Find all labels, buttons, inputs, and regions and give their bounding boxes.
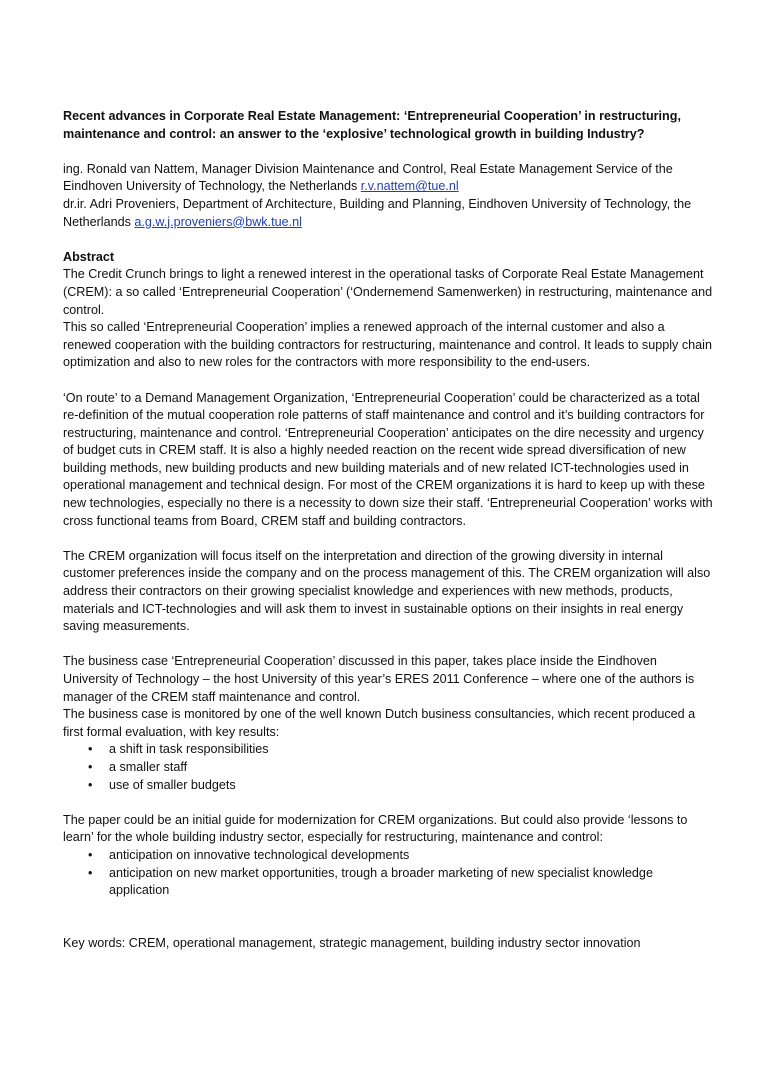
list-item-text: anticipation on innovative technological developments <box>109 847 410 862</box>
bullet-icon: • <box>88 847 93 862</box>
list-item <box>63 741 713 759</box>
list-item <box>63 847 713 865</box>
abstract-paragraph-3: ‘On route’ to a Demand Management Organization, ‘Entrepreneurial Cooperation’ could be characterized as a total re-definition of the mutual cooperation role patterns of staff maintenance and control and it’s building contractors for restructuring, maintenance and control. ‘Entrepreneurial Cooperation’ anticipates on the dire necessity and urgency of budget cuts in CREM staff. It is also a highly needed reaction on the recent wide spread diversification of new building methods, new building products and new building materials and of new related ICT-technologies used in operational management and technical design. For most of the CREM organizations it is hard to keep up with these new technologies, especially no there is a necessity to down size their staff. ‘Entrepreneurial Cooperation’ works with cross functional teams from Board, CREM staff and building contractors. <box>63 390 713 528</box>
bullet-icon: • <box>88 759 93 774</box>
abstract-paragraph-5: The business case ‘Entrepreneurial Cooperation’ discussed in this paper, takes place inside the Eindhoven University of Technology – the host University of this year’s ERES 2011 Conference – where one of the authors is manager of the CREM staff maintenance and control. <box>63 654 695 704</box>
bullet-icon: • <box>88 777 93 792</box>
author-2-email-link[interactable]: a.g.w.j.proveniers@bwk.tue.nl <box>134 214 302 229</box>
author-1-email-link[interactable]: r.v.nattem@tue.nl <box>360 179 459 194</box>
author-block <box>63 161 713 231</box>
abstract-paragraph-6: The business case is monitored by one of the well known Dutch business consultancies, which recent produced a first formal evaluation, with key results: <box>63 707 696 739</box>
bullet-icon: • <box>88 865 93 880</box>
abstract-heading: Abstract <box>63 249 115 264</box>
paper-title: Recent advances in Corporate Real Estate Management: ‘Entrepreneurial Cooperation’ in restructuring, maintenance and control: an answer to the ‘explosive’ technological growth in building Industry? <box>63 109 681 141</box>
abstract-paragraph-2: This so called ‘Entrepreneurial Cooperation’ implies a renewed approach of the internal customer and also a renewed cooperation with the building contractors for restructuring, maintenance and control. It leads to supply chain optimization and also to new roles for the contractors with more responsibility to the end-users. <box>63 320 712 370</box>
key-results-list <box>63 741 713 794</box>
abstract-paragraph-4: The CREM organization will focus itself on the interpretation and direction of the growing diversity in internal customer preferences inside the company and on the process management of this. The CREM organization will also address their contractors on their growing specialist knowledge and experiences with new methods, products, materials and ICT-technologies and will ask them to invest in sustainable options on their insights in real energy saving measurements. <box>63 548 711 634</box>
list-item-text: a shift in task responsibilities <box>109 742 269 757</box>
author-1-affiliation: ing. Ronald van Nattem, Manager Division Maintenance and Control, Real Estate Management Service of the Eindhoven University of Technology, the Netherlands <box>63 161 673 194</box>
abstract-section-business-case <box>63 653 713 794</box>
list-item-text: a smaller staff <box>109 759 188 774</box>
abstract-paragraph-1: The Credit Crunch brings to light a renewed interest in the operational tasks of Corporate Real Estate Management (CREM): a so called ‘Entrepreneurial Cooperation’ (‘Ondernemend Samenwerken) in restructuring, maintenance and control. <box>63 267 713 317</box>
list-item-text: use of smaller budgets <box>109 777 236 792</box>
list-item <box>63 865 713 900</box>
abstract-section-lessons <box>63 812 713 900</box>
list-item <box>63 777 713 795</box>
list-item <box>63 759 713 777</box>
lessons-list <box>63 847 713 900</box>
document-body <box>63 108 713 970</box>
abstract-paragraph-7: The paper could be an initial guide for modernization for CREM organizations. But could also provide ‘lessons to learn’ for the whole building industry sector, especially for restructuring, maintenance and control: <box>63 812 688 845</box>
blank-line <box>63 917 713 935</box>
abstract-section-1 <box>63 249 713 372</box>
bullet-icon: • <box>88 742 93 757</box>
list-item-text: anticipation on new market opportunities, trough a broader marketing of new specialist knowledge application <box>109 865 653 898</box>
author-2-affiliation: dr.ir. Adri Proveniers, Department of Architecture, Building and Planning, Eindhoven University of Technology, the Netherlands <box>63 196 692 229</box>
keywords-line: Key words: CREM, operational management, strategic management, building industry sector innovation <box>63 935 641 950</box>
